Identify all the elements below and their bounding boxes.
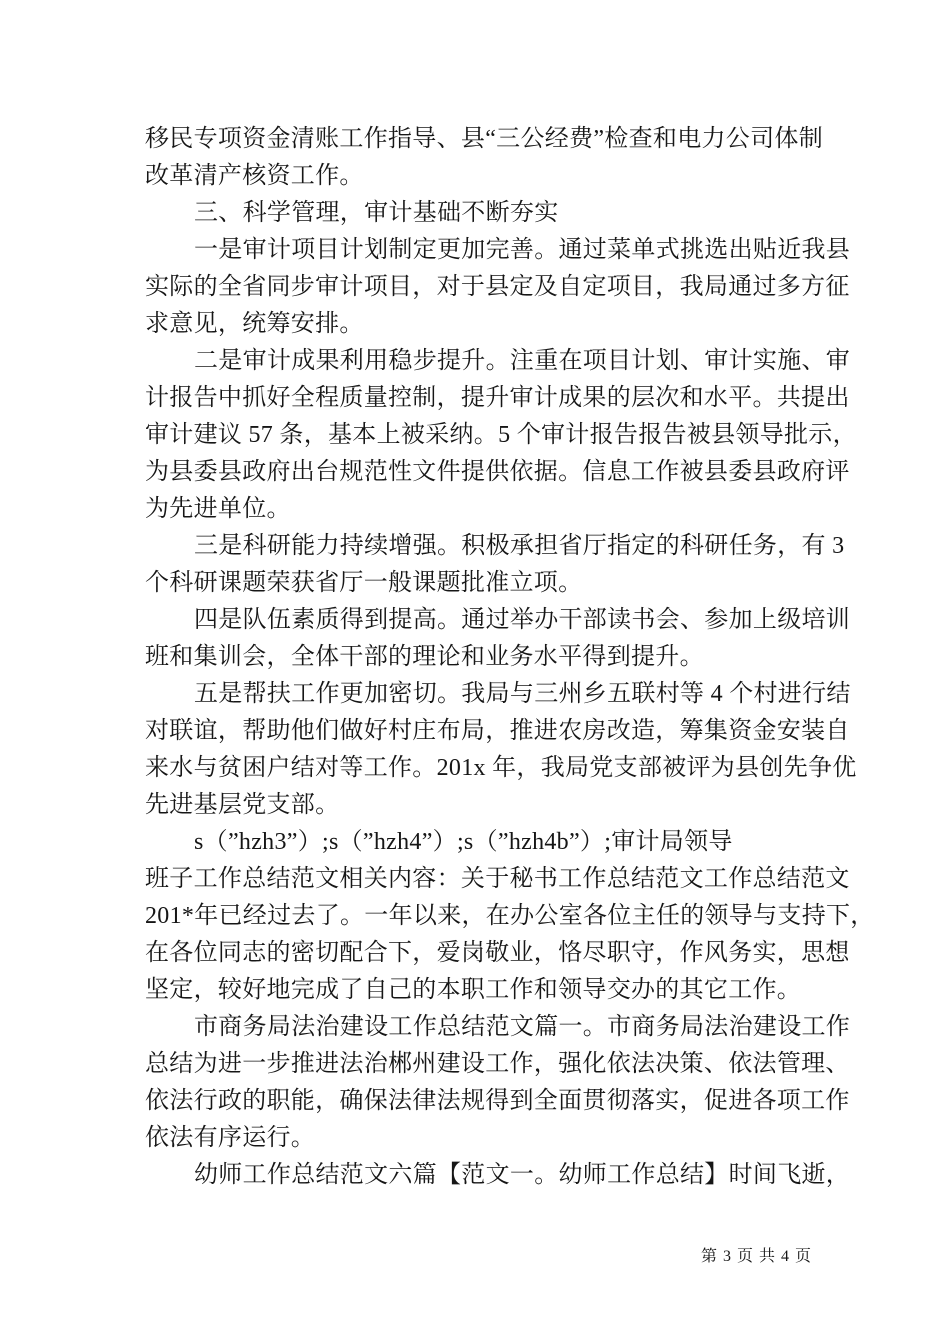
text-line: 为先进单位。 [145,496,291,522]
text-line: 坚定，较好地完成了自己的本职工作和领导交办的其它工作。 [145,977,802,1003]
text-line: 来水与贫困户结对等工作。201x 年，我局党支部被评为县创先争优 [145,755,857,781]
page-number: 第 3 页 共 4 页 [700,1248,812,1265]
document-body [145,121,875,1194]
text-line: 求意见，统筹安排。 [145,311,364,337]
text-line: 对联谊，帮助他们做好村庄布局，推进农房改造，筹集资金安装自 [145,718,850,744]
text-line: s（”hzh3”）;s（”hzh4”）;s（”hzh4b”）;审计局领导 [194,829,733,855]
text-line: 改革清产核资工作。 [145,163,364,189]
text-line: 总结为进一步推进法治郴州建设工作，强化依法决策、依法管理、 [145,1051,850,1077]
text-line: 个科研课题荣获省厅一般课题批准立项。 [145,570,583,596]
text-line: 五是帮扶工作更加密切。我局与三州乡五联村等 4 个村进行结 [194,681,851,707]
text-line: 移民专项资金清账工作指导、县“三公经费”检查和电力公司体制 [145,126,824,152]
text-line: 四是队伍素质得到提高。通过举办干部读书会、参加上级培训 [194,607,851,633]
text-line: 先进基层党支部。 [145,792,340,818]
text-line: 幼师工作总结范文六篇【范文一。幼师工作总结】时间飞逝， [194,1162,851,1188]
text-line: 201*年已经过去了。一年以来，在办公室各位主任的领导与支持下， [145,903,875,929]
text-line: 三是科研能力持续增强。积极承担省厅指定的科研任务，有 3 [194,533,845,559]
text-line: 在各位同志的密切配合下，爱岗敬业，恪尽职守，作风务实，思想 [145,940,850,966]
text-line: 依法行政的职能，确保法律法规得到全面贯彻落实，促进各项工作 [145,1088,850,1114]
text-line-section-heading: 三、科学管理，审计基础不断夯实 [194,200,559,226]
text-line: 审计建议 57 条，基本上被采纳。5 个审计报告报告被县领导批示， [145,422,857,448]
text-line: 实际的全省同步审计项目，对于县定及自定项目，我局通过多方征 [145,274,850,300]
text-line: 班和集训会，全体干部的理论和业务水平得到提升。 [145,644,704,670]
text-line: 依法有序运行。 [145,1125,316,1151]
text-line: 二是审计成果利用稳步提升。注重在项目计划、审计实施、审 [194,348,851,374]
text-line: 为县委县政府出台规范性文件提供依据。信息工作被县委县政府评 [145,459,850,485]
text-line: 市商务局法治建设工作总结范文篇一。市商务局法治建设工作 [194,1014,851,1040]
text-line: 班子工作总结范文相关内容：关于秘书工作总结范文工作总结范文 [145,866,850,892]
text-line: 计报告中抓好全程质量控制，提升审计成果的层次和水平。共提出 [145,385,850,411]
text-line: 一是审计项目计划制定更加完善。通过菜单式挑选出贴近我县 [194,237,851,263]
